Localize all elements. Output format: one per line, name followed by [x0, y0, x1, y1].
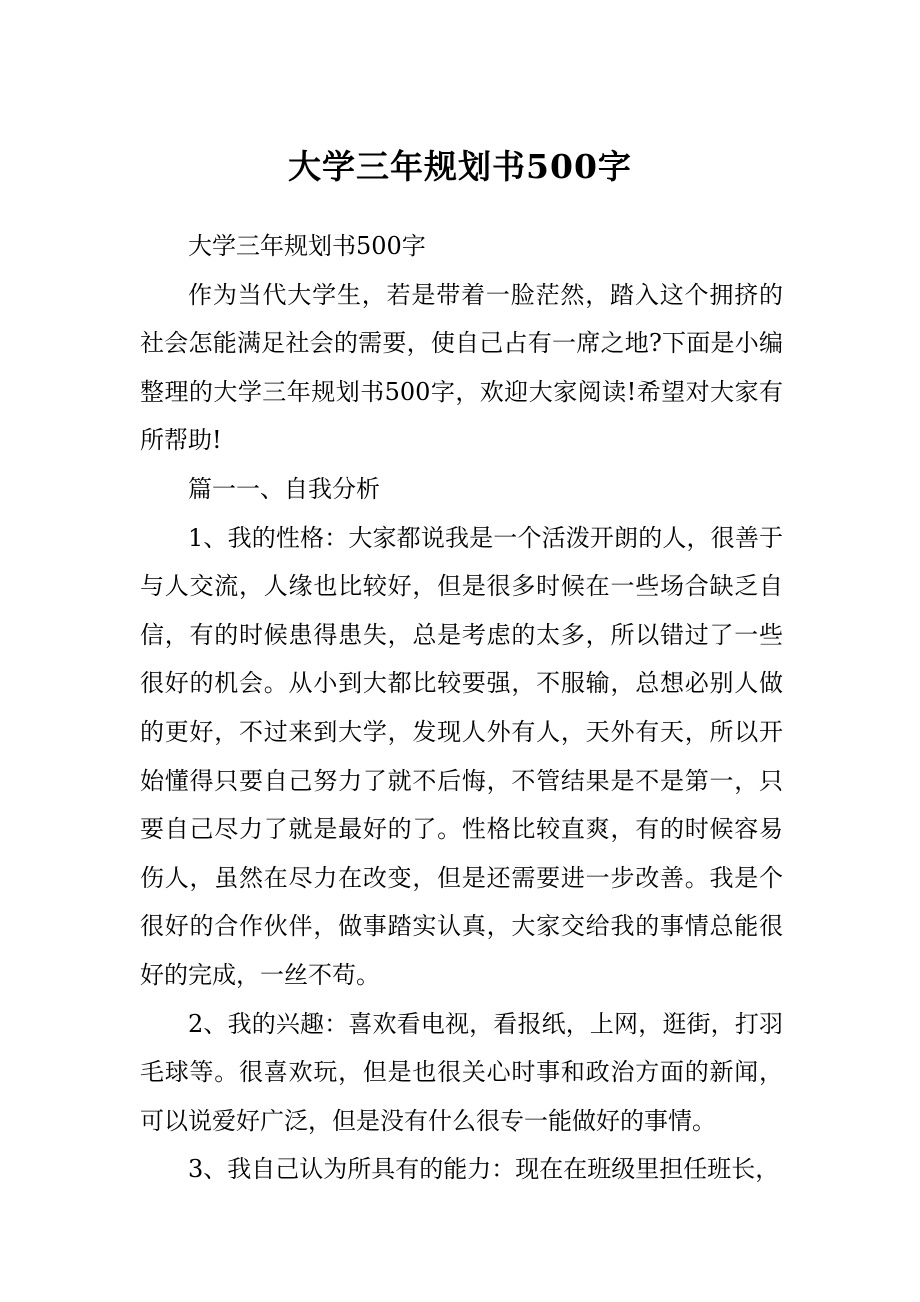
document-title: 大学三年规划书500字 [288, 147, 632, 186]
paragraph-subtitle: 大学三年规划书500字 [188, 232, 426, 260]
paragraph-section-heading: 篇一一、自我分析 [188, 474, 380, 503]
paragraph-intro: 作为当代大学生，若是带着一脸茫然，踏入这个拥挤的社会怎能满足社会的需要，使自己占有一席之地?下面是小编整理的大学三年规划书500字，欢迎大家阅读!希望对大家有所帮助! [140, 280, 783, 455]
paragraph-personality: 1、我的性格：大家都说我是一个活泼开朗的人，很善于与人交流，人缘也比较好，但是很多时候在一些场合缺乏自信，有的时候患得患失，总是考虑的太多，所以错过了一些很好的机会。从小到大都比较要强，不服输，总想必别人做的更好，不过来到大学，发现人外有人，天外有天，所以开始懂得只要自己努力了就不后悔，不管结果是不是第一，只要自己尽力了就是最好的了。性格比较直爽，有的时候容易伤人，虽然在尽力在改变，但是还需要进一步改善。我是个很好的合作伙伴，做事踏实认真，大家交给我的事情总能很好的完成，一丝不苟。 [140, 523, 783, 989]
document-body [140, 222, 783, 1194]
paragraph-interests: 2、我的兴趣：喜欢看电视，看报纸，上网，逛街，打羽毛球等。很喜欢玩，但是也很关心时事和政治方面的新闻，可以说爱好广泛，但是没有什么很专一能做好的事情。 [140, 1009, 783, 1135]
paragraph-abilities: 3、我自己认为所具有的能力：现在在班级里担任班长， [188, 1155, 780, 1184]
